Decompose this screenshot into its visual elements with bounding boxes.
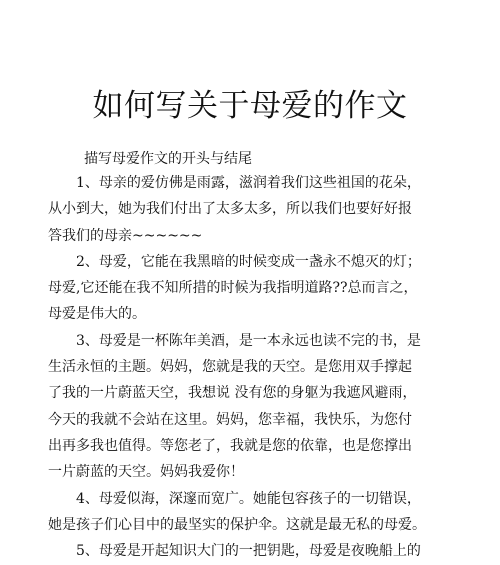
- text-line: 母爱,它还能在我不知所措的时候为我指明道路??总而言之，: [48, 280, 418, 297]
- text-line: 她是孩子们心目中的最坚实的保护伞。这就是最无私的母爱。: [48, 516, 426, 533]
- text-line: 了我的一片蔚蓝天空，我想说 没有您的身躯为我遮风避雨，: [48, 385, 417, 402]
- page-title: 如何写关于母爱的作文: [92, 88, 408, 124]
- text-line: 生活永恒的主题。妈妈，您就是我的天空。是您用双手撑起: [48, 359, 412, 376]
- document-body: [48, 170, 468, 564]
- text-line: 从小到大，她为我们付出了太多太多，所以我们也要好好报: [48, 201, 412, 218]
- text-line: 4、母爱似海，深邃而宽广。她能包容孩子的一切错误，: [76, 490, 421, 507]
- text-line: 3、母爱是一杯陈年美酒，是一本永远也读不完的书，是: [76, 332, 421, 349]
- text-line: 答我们的母亲~~~~~~: [48, 227, 203, 244]
- text-line: 出再多我也值得。等您老了，我就是您的依靠，也是您撑出: [48, 437, 412, 454]
- text-line: 今天的我就不会站在这里。妈妈，您幸福，我快乐，为您付: [48, 411, 412, 428]
- text-line: 母爱是伟大的。: [48, 306, 146, 323]
- text-line: 1、母亲的爱仿佛是雨露，滋润着我们这些祖国的花朵，: [76, 175, 421, 191]
- text-line: 一片蔚蓝的天空。妈妈我爱你！: [48, 464, 244, 481]
- text-line: 5、母爱是开起知识大门的一把钥匙，母爱是夜晚船上的: [76, 543, 421, 560]
- section-subtitle: 描写母爱作文的开头与结尾: [84, 151, 252, 167]
- text-line: 2、母爱，它能在我黑暗的时候变成一盏永不熄灭的灯；: [76, 253, 421, 270]
